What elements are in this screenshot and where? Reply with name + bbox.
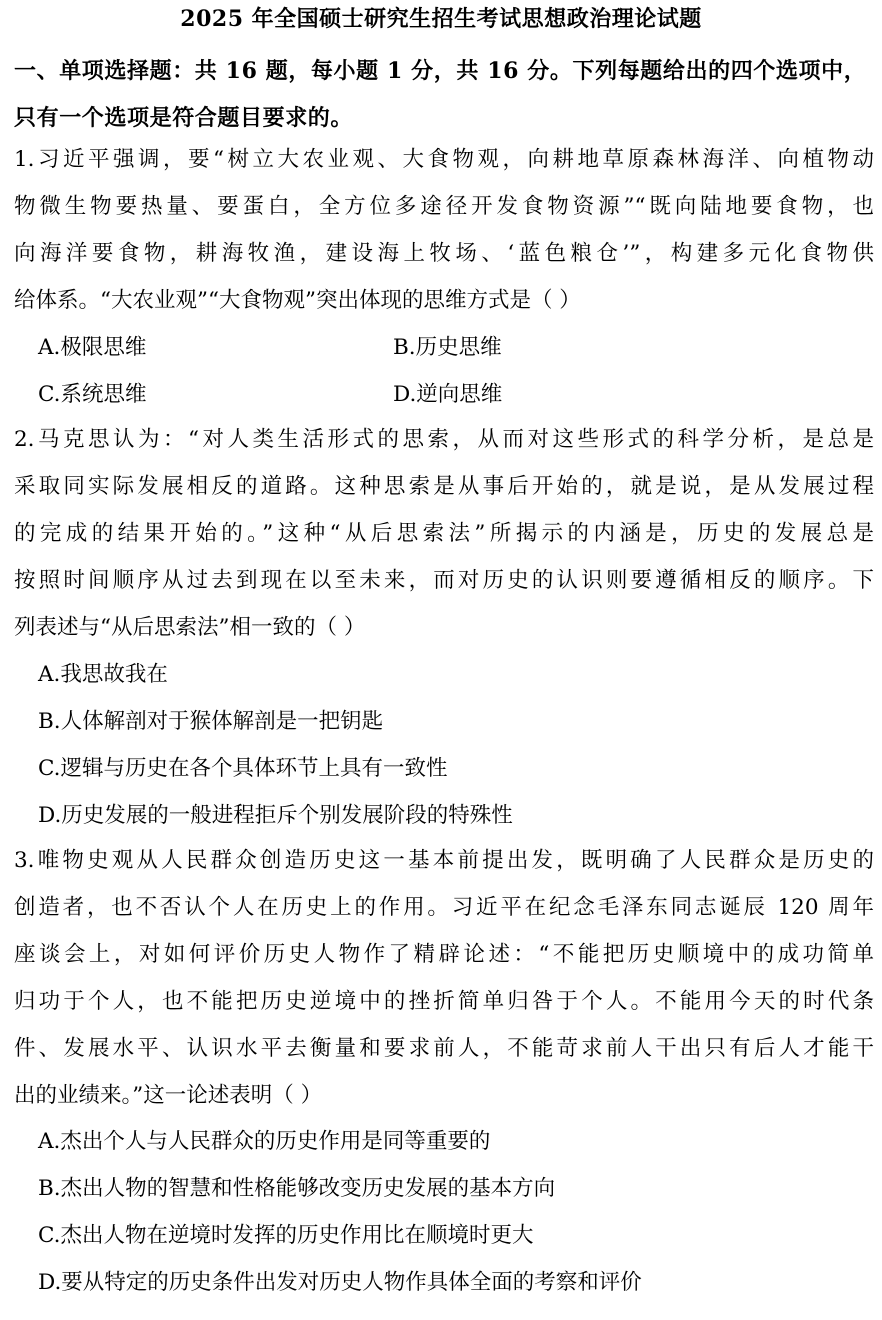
question-line: 物微生物要热量、要蛋白，全方位多途径开发食物资源”“既向陆地要食物，也 [14,194,874,219]
option-c: C.系统思维 [38,382,147,407]
question-line: 向海洋要食物，耕海牧渔，建设海上牧场、‘蓝色粮仓’”，构建多元化食物供 [14,241,874,266]
question-line: 列表述与“从后思索法”相一致的（ ） [14,615,366,640]
option-c: C.逻辑与历史在各个具体环节上具有一致性 [38,756,448,781]
question-line: 3.唯物史观从人民群众创造历史这一基本前提出发，既明确了人民群众是历史的 [14,848,874,873]
option-b: B.历史思维 [393,335,502,360]
option-c: C.杰出人物在逆境时发挥的历史作用比在顺境时更大 [38,1223,534,1248]
question-2-options [38,651,513,839]
option-a: A.杰出个人与人民群众的历史作用是同等重要的 [38,1129,491,1154]
section-heading-line: 只有一个选项是符合题目要求的。 [14,105,354,131]
question-3-stem [14,837,874,1119]
question-line: 按照时间顺序从过去到现在以至未来，而对历史的认识则要遵循相反的顺序。下 [14,568,874,593]
option-a: A.极限思维 [38,335,147,360]
question-line: 1.习近平强调，要“树立大农业观、大食物观，向耕地草原森林海洋、向植物动 [14,147,874,172]
question-line: 2.马克思认为：“对人类生活形式的思索，从而对这些形式的科学分析，是总是 [14,427,874,452]
question-2-stem [14,416,874,651]
option-b: B.杰出人物的智慧和性格能够改变历史发展的基本方向 [38,1176,556,1201]
option-d: D.逆向思维 [393,382,503,407]
option-d: D.要从特定的历史条件出发对历史人物作具体全面的考察和评价 [38,1270,642,1295]
question-line: 的完成的结果开始的。”这种“从后思索法”所揭示的内涵是，历史的发展总是 [14,521,874,546]
option-a: A.我思故我在 [38,662,168,687]
question-1-options [38,324,503,418]
question-line: 创造者，也不否认个人在历史上的作用。习近平在纪念毛泽东同志诞辰 120 周年 [14,895,874,920]
question-1-stem [14,136,874,324]
question-line: 座谈会上，对如何评价历史人物作了精辟论述：“不能把历史顺境中的成功简单 [14,942,874,967]
section-heading-line: 一、单项选择题：共 16 题，每小题 1 分，共 16 分。下列每题给出的四个选项中， [14,58,867,84]
question-line: 出的业绩来。”这一论述表明（ ） [14,1083,323,1108]
section-heading [14,48,870,142]
question-line: 给体系。“大农业观”“大食物观”突出体现的思维方式是（ ） [14,288,581,313]
question-3-options [38,1118,642,1306]
question-line: 件、发展水平、认识水平去衡量和要求前人，不能苛求前人干出只有后人才能干 [14,1036,874,1061]
question-line: 采取同实际发展相反的道路。这种思索是从事后开始的，就是说，是从发展过程 [14,474,874,499]
option-b: B.人体解剖对于猴体解剖是一把钥匙 [38,709,384,734]
option-d: D.历史发展的一般进程拒斥个别发展阶段的特殊性 [38,803,513,828]
exam-title: 2025 年全国硕士研究生招生考试思想政治理论试题 [180,6,702,32]
question-line: 归功于个人，也不能把历史逆境中的挫折简单归咎于个人。不能用今天的时代条 [14,989,874,1014]
